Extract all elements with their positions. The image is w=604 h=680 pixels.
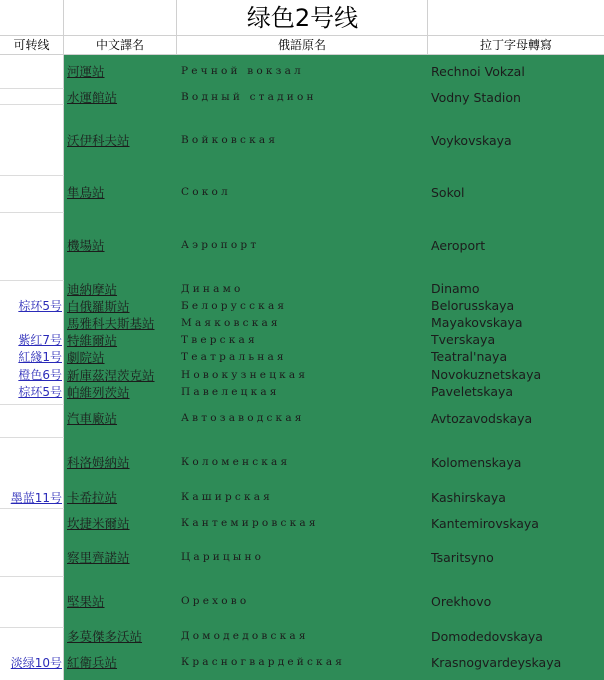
station-chinese-link[interactable]: 汽車廠站 bbox=[67, 411, 118, 426]
table-row bbox=[0, 280, 604, 297]
station-chinese-link[interactable]: 察里齊諾站 bbox=[67, 550, 130, 565]
station-chinese-link[interactable]: 河運站 bbox=[67, 64, 105, 79]
transfer-line-link[interactable] bbox=[0, 452, 64, 472]
row-divider bbox=[0, 175, 64, 176]
table-row bbox=[0, 452, 604, 472]
row-divider bbox=[0, 437, 64, 438]
station-latin: Paveletskaya bbox=[431, 384, 514, 399]
station-chinese-link[interactable]: 劇院站 bbox=[67, 349, 105, 365]
station-chinese-link[interactable]: 坎捷米爾站 bbox=[67, 516, 130, 531]
station-chinese-link[interactable]: 科洛姆納站 bbox=[67, 455, 130, 470]
transfer-line-link[interactable] bbox=[0, 547, 64, 567]
station-chinese-link[interactable]: 多莫傑多沃站 bbox=[67, 629, 143, 644]
station-russian: Кантемировская bbox=[181, 517, 319, 529]
station-latin: Novokuznetskaya bbox=[431, 367, 542, 382]
table-row bbox=[0, 182, 604, 202]
transfer-line-link[interactable] bbox=[0, 408, 64, 428]
station-latin: Kantemirovskaya bbox=[431, 515, 539, 531]
station-chinese-link[interactable]: 沃伊科夫站 bbox=[67, 133, 130, 148]
station-russian: Войковская bbox=[181, 134, 279, 146]
station-russian: Домодедовская bbox=[181, 630, 309, 642]
table-row bbox=[0, 331, 604, 348]
table-row bbox=[0, 366, 604, 383]
transfer-line-link[interactable] bbox=[0, 130, 64, 150]
station-chinese-link[interactable]: 帕維列茨站 bbox=[67, 384, 130, 400]
station-chinese-link[interactable]: 紅衛兵站 bbox=[67, 655, 118, 670]
row-divider bbox=[0, 212, 64, 213]
station-latin: Sokol bbox=[431, 184, 465, 200]
station-russian: Новокузнецкая bbox=[181, 368, 309, 381]
station-latin: Dinamo bbox=[431, 281, 480, 296]
transfer-line-link[interactable] bbox=[0, 61, 64, 81]
station-russian: Тверская bbox=[181, 333, 258, 346]
header-transfer: 可转线 bbox=[0, 36, 64, 55]
table-row bbox=[0, 61, 604, 81]
station-chinese-link[interactable]: 迪納摩站 bbox=[67, 281, 118, 297]
station-latin: Tsaritsyno bbox=[431, 549, 494, 565]
station-russian: Белорусская bbox=[181, 299, 288, 312]
transfer-line-link[interactable]: 紅綫1号 bbox=[18, 350, 62, 364]
title-cell-blank-3 bbox=[428, 0, 604, 36]
station-chinese-link[interactable]: 特維爾站 bbox=[67, 332, 118, 348]
transfer-line-link[interactable] bbox=[0, 314, 64, 331]
transfer-line-link[interactable]: 淡绿10号 bbox=[10, 655, 62, 670]
station-chinese-link[interactable]: 白俄羅斯站 bbox=[67, 298, 130, 314]
transfer-line-link[interactable] bbox=[0, 626, 64, 646]
station-russian: Павелецкая bbox=[181, 385, 280, 398]
row-divider bbox=[0, 404, 64, 405]
station-russian: Каширская bbox=[181, 491, 273, 503]
table-row bbox=[0, 235, 604, 255]
header-russian: 俄語原名 bbox=[177, 36, 428, 55]
table-row bbox=[0, 487, 604, 507]
station-russian: Автозаводская bbox=[181, 412, 305, 424]
transfer-line-link[interactable] bbox=[0, 87, 64, 107]
station-latin: Tverskaya bbox=[431, 332, 496, 347]
transfer-line-link[interactable]: 墨蓝11号 bbox=[10, 490, 62, 505]
station-russian: Водный стадион bbox=[181, 91, 317, 103]
station-russian: Театральная bbox=[181, 350, 287, 363]
station-russian: Речной вокзал bbox=[181, 65, 304, 77]
row-divider bbox=[0, 576, 64, 577]
transfer-line-link[interactable]: 橙色6号 bbox=[18, 368, 62, 382]
table-row bbox=[0, 626, 604, 646]
transfer-line-link[interactable] bbox=[0, 182, 64, 202]
title-cell-blank-2 bbox=[64, 0, 177, 36]
transfer-line-link[interactable] bbox=[0, 280, 64, 297]
station-russian: Орехово bbox=[181, 595, 250, 607]
table-row bbox=[0, 547, 604, 567]
station-latin: Krasnogvardeyskaya bbox=[431, 654, 562, 670]
station-latin: Aeroport bbox=[431, 237, 486, 253]
header-latin: 拉丁字母轉寫 bbox=[428, 36, 604, 55]
station-russian: Маяковская bbox=[181, 316, 281, 329]
table-row bbox=[0, 591, 604, 611]
station-latin: Belorusskaya bbox=[431, 298, 515, 313]
station-chinese-link[interactable]: 堅果站 bbox=[67, 594, 105, 609]
header-chinese: 中文譯名 bbox=[64, 36, 177, 55]
station-latin: Orekhovo bbox=[431, 593, 492, 609]
station-chinese-link[interactable]: 隼鳥站 bbox=[67, 185, 105, 200]
station-russian: Сокол bbox=[181, 186, 231, 198]
station-russian: Аэропорт bbox=[181, 239, 260, 251]
station-latin: Vodny Stadion bbox=[431, 89, 521, 105]
header-row bbox=[0, 36, 604, 55]
station-chinese-link[interactable]: 水運館站 bbox=[67, 90, 118, 105]
station-latin: Kashirskaya bbox=[431, 489, 506, 505]
transfer-line-link[interactable]: 棕环5号 bbox=[18, 385, 62, 399]
station-chinese-link[interactable]: 卡希拉站 bbox=[67, 490, 118, 505]
table-row bbox=[0, 314, 604, 331]
station-chinese-link[interactable]: 馬雅科夫斯基站 bbox=[67, 315, 155, 331]
station-latin: Kolomenskaya bbox=[431, 454, 522, 470]
table-row bbox=[0, 130, 604, 150]
transfer-line-link[interactable] bbox=[0, 591, 64, 611]
station-latin: Rechnoi Vokzal bbox=[431, 63, 525, 79]
title-cell-blank-1 bbox=[0, 0, 64, 36]
station-latin: Domodedovskaya bbox=[431, 628, 543, 644]
station-russian: Царицыно bbox=[181, 551, 265, 563]
table-row bbox=[0, 297, 604, 314]
table-row bbox=[0, 408, 604, 428]
station-latin: Voykovskaya bbox=[431, 132, 512, 148]
table-row bbox=[0, 348, 604, 365]
row-divider bbox=[0, 508, 64, 509]
station-chinese-link[interactable]: 機場站 bbox=[67, 238, 105, 253]
title-row bbox=[0, 0, 604, 36]
station-latin: Mayakovskaya bbox=[431, 315, 523, 330]
station-latin: Avtozavodskaya bbox=[431, 410, 533, 426]
station-chinese-link[interactable]: 新庫茲涅茨克站 bbox=[67, 367, 155, 383]
station-russian: Коломенская bbox=[181, 456, 291, 468]
table-row bbox=[0, 383, 604, 400]
transfer-line-link[interactable]: 棕环5号 bbox=[18, 299, 62, 313]
page-title: 绿色2号线 bbox=[246, 4, 359, 32]
table-row bbox=[0, 513, 604, 533]
transfer-line-link[interactable]: 紫红7号 bbox=[18, 333, 62, 347]
station-latin: Teatral'naya bbox=[431, 349, 508, 364]
station-russian: Красногвардейская bbox=[181, 656, 346, 668]
transfer-line-link[interactable] bbox=[0, 235, 64, 255]
table-row bbox=[0, 87, 604, 107]
transfer-line-link[interactable] bbox=[0, 513, 64, 533]
table-row bbox=[0, 652, 604, 672]
station-russian: Динамо bbox=[181, 282, 244, 295]
